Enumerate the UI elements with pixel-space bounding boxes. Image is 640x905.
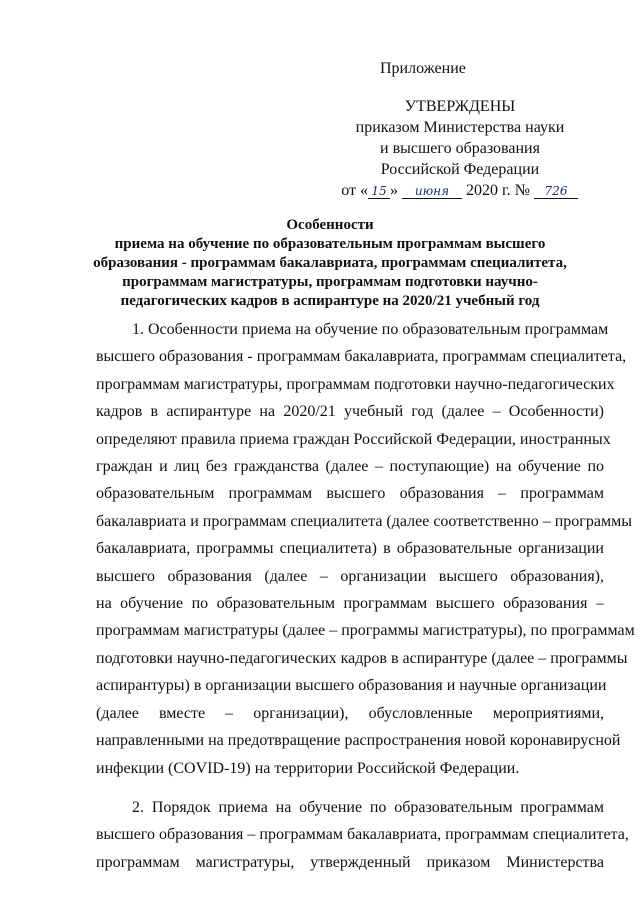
approved-line: Российской Федерации bbox=[380, 161, 540, 178]
date-prefix: от « bbox=[341, 182, 368, 199]
text-line: аспирантуры) в организации высшего образования и научные организации bbox=[96, 677, 607, 695]
title-line: образования - программам бакалавриата, программам специалитета, bbox=[93, 255, 567, 271]
title-heading: Особенности bbox=[286, 217, 374, 233]
text-line: определяют правила приема граждан Российской Федерации, иностранных bbox=[96, 430, 611, 448]
handwritten-day: 15 bbox=[368, 184, 390, 199]
text-line: бакалавриата и программам специалитета (далее соответственно – программы bbox=[96, 512, 632, 530]
approval-block bbox=[340, 96, 580, 201]
text-line: высшего образования – программам бакалавриата, программам специалитета, bbox=[96, 826, 629, 844]
text-line: кадров в аспирантуре на 2020/21 учебный год (далее – Особенности) bbox=[96, 403, 604, 421]
handwritten-order-number: 726 bbox=[534, 184, 578, 199]
text-line: подготовки научно-педагогических кадров в аспирантуре (далее – программы bbox=[96, 649, 628, 667]
order-date-line bbox=[340, 180, 580, 201]
title-line: приема на обучение по образовательным программам высшего bbox=[114, 236, 546, 252]
text-line: программам магистратуры (далее – программы магистратуры), по программам bbox=[96, 622, 635, 640]
text-line: бакалавриата, программы специалитета) в образовательные организации bbox=[96, 540, 604, 558]
approved-line: и высшего образования bbox=[380, 140, 540, 157]
handwritten-month: июня bbox=[402, 184, 462, 199]
date-mid: » bbox=[389, 182, 398, 199]
appendix-label: Приложение bbox=[380, 60, 466, 77]
title-line: программам магистратуры, программам подготовки научно- bbox=[122, 274, 538, 290]
title-line: педагогических кадров в аспирантуре на 2020/21 учебный год bbox=[120, 293, 540, 309]
text-line: (далее вместе – организации), обусловленные мероприятиями, bbox=[96, 704, 604, 722]
date-year: 2020 г. № bbox=[465, 182, 530, 199]
text-line: направленными на предотвращение распространения новой коронавирусной bbox=[96, 732, 621, 750]
approved-line: УТВЕРЖДЕНЫ bbox=[404, 98, 516, 115]
document-title bbox=[92, 216, 568, 311]
text-line: программам магистратуры, утвержденный приказом Министерства bbox=[96, 853, 604, 871]
paragraph-1 bbox=[96, 316, 635, 782]
text-line: высшего образования - программам бакалавриата, программам специалитета, bbox=[96, 348, 627, 366]
text-line: 2. Порядок приема на обучение по образовательным программам bbox=[132, 798, 604, 816]
text-line: образовательным программам высшего образования – программам bbox=[96, 485, 604, 503]
approved-line: приказом Министерства науки bbox=[355, 119, 565, 136]
text-line: граждан и лиц без гражданства (далее – поступающие) на обучение по bbox=[96, 458, 604, 476]
paragraph-2 bbox=[96, 794, 629, 876]
text-line: инфекции (COVID-19) на территории Российской Федерации. bbox=[96, 759, 520, 777]
document-body bbox=[96, 316, 635, 888]
text-line: высшего образования (далее – организации высшего образования), bbox=[96, 567, 604, 585]
text-line: 1. Особенности приема на обучение по образовательным программам bbox=[132, 321, 609, 338]
text-line: программам магистратуры, программам подготовки научно-педагогических bbox=[96, 375, 615, 393]
text-line: на обучение по образовательным программам высшего образования – bbox=[96, 595, 604, 613]
